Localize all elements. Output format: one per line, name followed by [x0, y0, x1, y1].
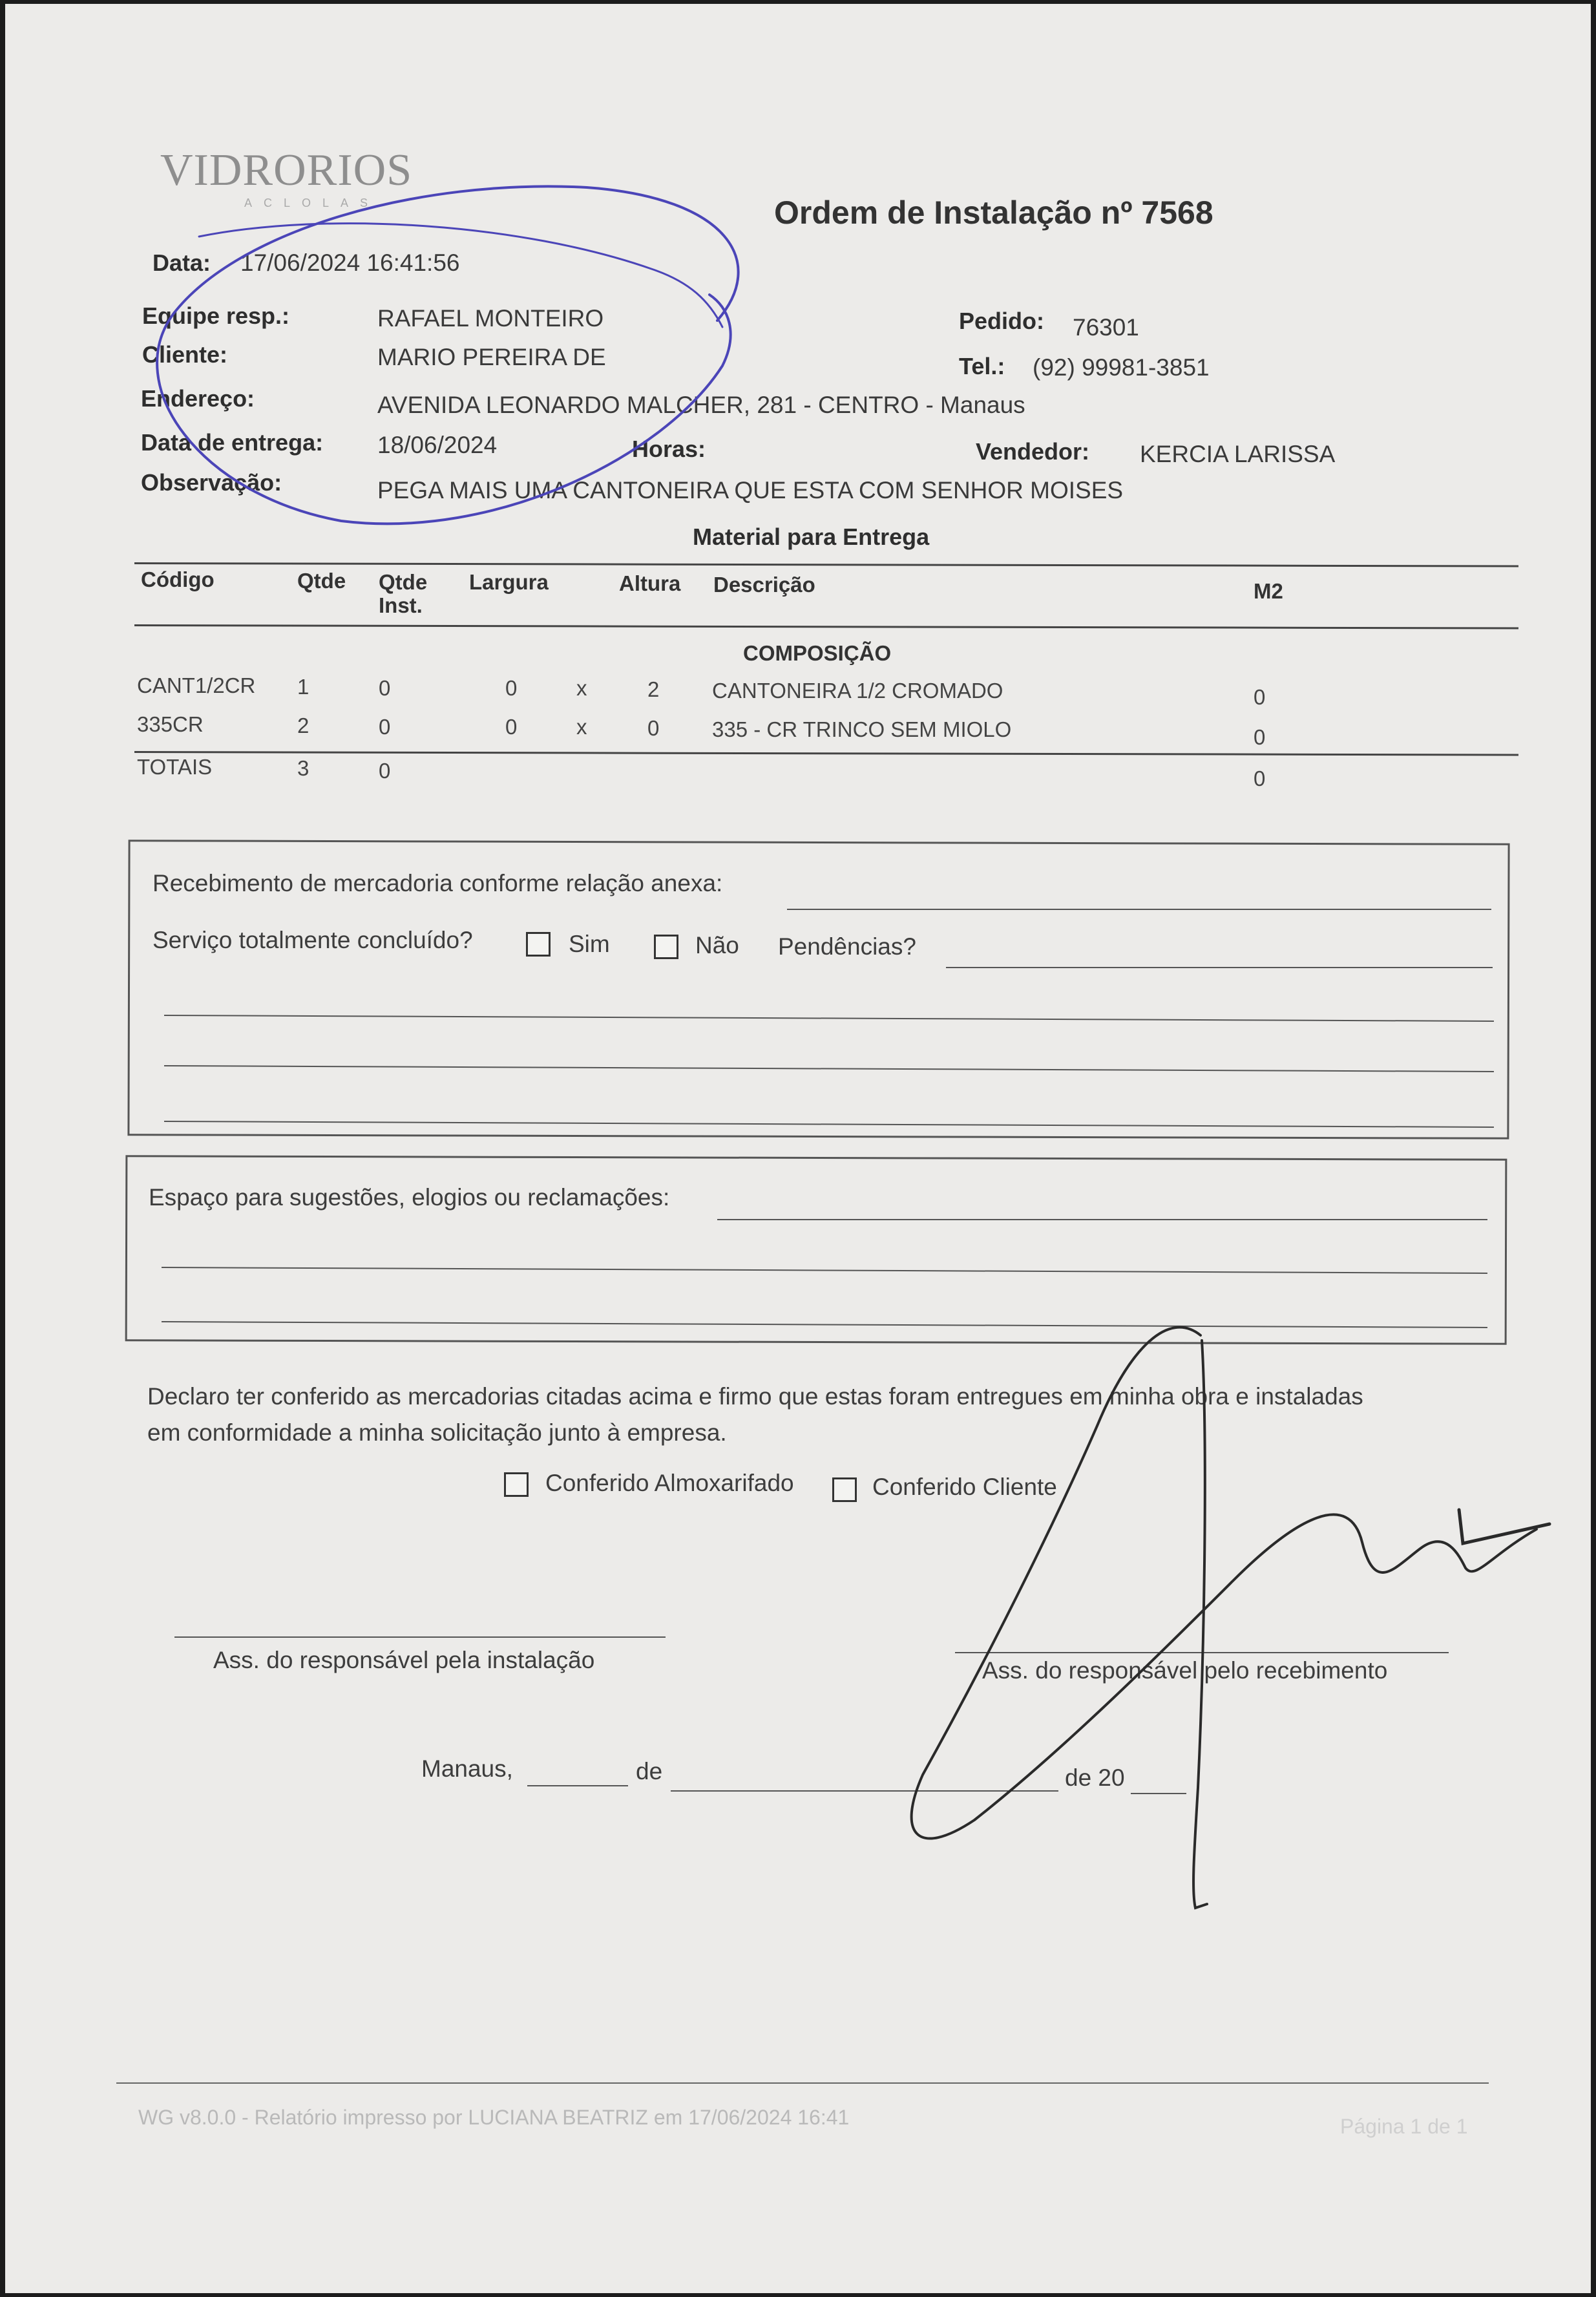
- material-title: Material para Entrega: [693, 524, 930, 550]
- col-descricao: Descrição: [713, 573, 815, 597]
- receipt-line-label: Recebimento de mercadoria conforme relação anexa:: [152, 870, 723, 896]
- totals-label: TOTAIS: [137, 755, 213, 779]
- installation-order-document: [5, 4, 1591, 2293]
- totals-inst: 0: [379, 759, 391, 783]
- document-title: Ordem de Instalação nº 7568: [774, 195, 1213, 231]
- receiver-signature-line: [955, 1652, 1449, 1653]
- service-concluded-label: Serviço totalmente concluído?: [152, 927, 473, 953]
- col-qtde: Qtde: [297, 569, 346, 593]
- seller-label: Vendedor:: [976, 438, 1090, 465]
- signature-tail: [1459, 1510, 1549, 1543]
- totals-m2: 0: [1254, 767, 1266, 790]
- client-value: MARIO PEREIRA DE: [377, 344, 606, 370]
- row1-largura: 0: [505, 676, 518, 700]
- logo-text: VIDRORIOS: [160, 145, 413, 195]
- declaration-line-1: Declaro ter conferido as mercadorias citadas acima e firmo que estas foram entregues em minha obra e instaladas: [147, 1383, 1363, 1410]
- suggestions-write-line-1: [717, 1219, 1487, 1220]
- col-qtde-inst-1: Qtde: [379, 570, 428, 594]
- col-codigo: Código: [141, 567, 215, 591]
- totals-qtde: 3: [297, 756, 310, 780]
- table-header-rule: [134, 624, 1518, 629]
- row2-largura: 0: [505, 715, 518, 739]
- date-value: 17/06/2024 16:41:56: [240, 249, 460, 276]
- conferido-almoxarifado-label: Conferido Almoxarifado: [545, 1470, 794, 1496]
- observation-label: Observação:: [141, 469, 282, 496]
- conferido-cliente-checkbox[interactable]: [832, 1477, 857, 1502]
- conferido-cliente-label: Conferido Cliente: [872, 1474, 1057, 1500]
- footer-page-number: Página 1 de 1: [1340, 2115, 1468, 2138]
- nao-label: Não: [695, 932, 739, 958]
- row1-codigo: CANT1/2CR: [137, 673, 256, 697]
- phone-value: (92) 99981-3851: [1033, 354, 1210, 381]
- declaration-line-2: em conformidade a minha solicitação junto à empresa.: [147, 1419, 727, 1446]
- footer-printed-info: WG v8.0.0 - Relatório impresso por LUCIANA BEATRIZ em 17/06/2024 16:41: [138, 2106, 850, 2129]
- col-qtde-inst-2: Inst.: [379, 593, 423, 617]
- row1-qtde: 1: [297, 675, 310, 699]
- team-label: Equipe resp.:: [142, 302, 290, 329]
- manaus-label: Manaus,: [421, 1755, 513, 1782]
- table-top-rule: [134, 562, 1518, 567]
- row1-m2: 0: [1254, 685, 1266, 709]
- company-logo: [160, 145, 412, 196]
- suggestions-label: Espaço para sugestões, elogios ou reclamações:: [149, 1184, 670, 1211]
- signature-vertical-stroke: [1193, 1340, 1207, 1908]
- row1-inst: 0: [379, 676, 391, 700]
- receiver-signature-label: Ass. do responsável pelo recebimento: [982, 1657, 1388, 1684]
- address-label: Endereço:: [141, 385, 255, 412]
- conferido-almoxarifado-checkbox[interactable]: [504, 1472, 529, 1497]
- de-20-label: de 20: [1065, 1764, 1125, 1791]
- section-composicao: COMPOSIÇÃO: [743, 641, 892, 665]
- order-value: 76301: [1073, 314, 1139, 341]
- receipt-write-line: [787, 909, 1491, 910]
- row1-x: x: [576, 676, 587, 700]
- sim-checkbox[interactable]: [526, 932, 551, 957]
- col-largura: Largura: [469, 570, 549, 594]
- row2-inst: 0: [379, 715, 391, 739]
- row1-descricao: CANTONEIRA 1/2 CROMADO: [712, 679, 1003, 703]
- row2-descricao: 335 - CR TRINCO SEM MIOLO: [712, 717, 1012, 741]
- year-blank: [1131, 1793, 1186, 1794]
- delivery-date-label: Data de entrega:: [141, 429, 324, 456]
- pendencias-label: Pendências?: [778, 933, 916, 960]
- observation-value: PEGA MAIS UMA CANTONEIRA QUE ESTA COM SENHOR MOISES: [377, 477, 1124, 503]
- totals-rule: [134, 751, 1518, 756]
- col-m2: M2: [1254, 579, 1283, 603]
- phone-label: Tel.:: [959, 353, 1005, 379]
- sim-label: Sim: [569, 931, 610, 957]
- handwriting-layer: [5, 4, 1591, 2293]
- footer-rule: [116, 2082, 1489, 2084]
- installer-signature-label: Ass. do responsável pela instalação: [213, 1647, 595, 1673]
- row2-qtde: 2: [297, 714, 310, 737]
- row2-x: x: [576, 715, 587, 739]
- client-label: Cliente:: [142, 341, 228, 368]
- de-label: de: [636, 1758, 663, 1784]
- row1-altura: 2: [647, 677, 660, 701]
- nao-checkbox[interactable]: [654, 935, 678, 959]
- pendencias-write-line: [946, 967, 1493, 968]
- date-label: Data:: [152, 249, 211, 276]
- seller-value: KERCIA LARISSA: [1140, 441, 1336, 467]
- row2-codigo: 335CR: [137, 712, 204, 736]
- order-label: Pedido:: [959, 308, 1044, 334]
- address-value: AVENIDA LEONARDO MALCHER, 281 - CENTRO - Manaus: [377, 392, 1025, 418]
- day-blank: [527, 1785, 628, 1786]
- row2-altura: 0: [647, 716, 660, 740]
- installer-signature-line: [174, 1636, 666, 1638]
- row2-m2: 0: [1254, 725, 1266, 749]
- hours-label: Horas:: [632, 436, 706, 462]
- logo-tagline: ACLOLAS: [244, 196, 380, 209]
- month-blank: [671, 1790, 1058, 1792]
- team-value: RAFAEL MONTEIRO: [377, 305, 604, 332]
- col-altura: Altura: [619, 571, 681, 595]
- delivery-date-value: 18/06/2024: [377, 432, 498, 458]
